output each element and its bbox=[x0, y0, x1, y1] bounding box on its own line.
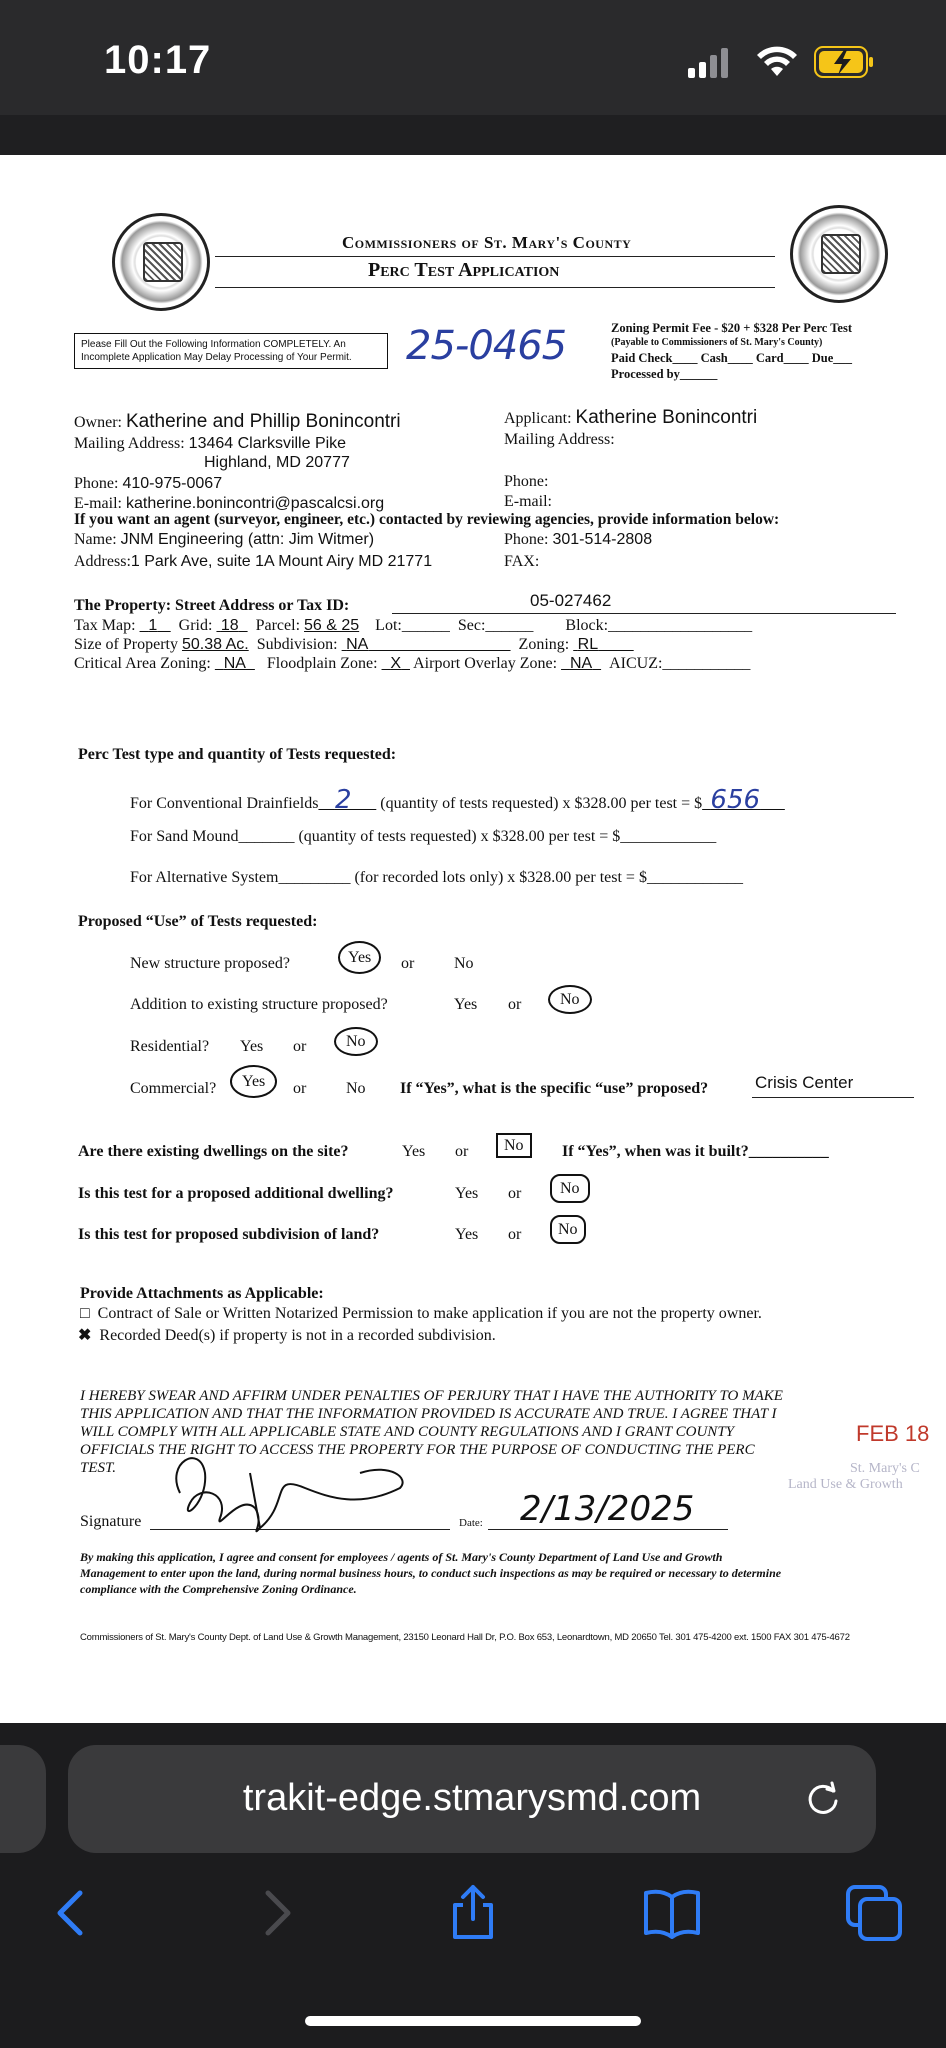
site-q2-no-circled: No bbox=[550, 1174, 590, 1203]
applicant-phone: Phone: bbox=[504, 473, 549, 490]
new-structure-yes-circled: Yes bbox=[338, 941, 381, 974]
home-indicator[interactable] bbox=[305, 2016, 641, 2026]
site-q2-yes: Yes bbox=[455, 1185, 479, 1202]
affirmation-line: I HEREBY SWEAR AND AFFIRM UNDER PENALTIES OF PERJURY THAT I HAVE THE AUTHORITY TO MAKE bbox=[80, 1388, 783, 1404]
agent-phone: Phone: 301-514-2808 bbox=[504, 531, 653, 548]
form-footer: Commissioners of St. Mary's County Dept. of Land Use & Growth Management, 23150 Leonard Hall Dr, P.O. Box 653, Leonardtown, MD 20650 Tel. 301 475-4200 ext. 1500 FAX 301 475-4672 bbox=[80, 1632, 850, 1643]
owner-phone: Phone: 410-975-0067 bbox=[74, 475, 223, 492]
property-row1: Tax Map: 1 Grid: 18 Parcel: 56 & 25 Lot:______ Sec:______ Block:__________________ bbox=[74, 617, 753, 634]
owner-value: Katherine and Phillip Bonincontri bbox=[125, 411, 401, 432]
owner-email: E-mail: katherine.bonincontri@pascalcsi.org bbox=[74, 495, 385, 512]
perc-conventional-total: 656 bbox=[710, 785, 761, 815]
fee-card: Card bbox=[755, 351, 784, 365]
use-commercial: Commercial? bbox=[130, 1080, 217, 1097]
commercial-use-answer: Crisis Center bbox=[755, 1073, 854, 1092]
wifi-icon bbox=[756, 44, 798, 78]
perc-conventional-qty: 2 bbox=[334, 785, 352, 815]
fee-cash: Cash bbox=[700, 351, 728, 365]
residential-no-circled: No bbox=[334, 1027, 378, 1056]
affirmation-line: OFFICIALS THE RIGHT TO ACCESS THE PROPERTY FOR THE PURPOSE OF CONDUCTING THE PERC bbox=[80, 1442, 755, 1458]
site-q3: Is this test for proposed subdivision of land? bbox=[78, 1226, 380, 1243]
owner-mailing-line2: Highland, MD 20777 bbox=[204, 454, 350, 471]
consent-line: Management to enter upon the land, during normal business hours, to conduct such inspections as may be required or necessary to determine bbox=[80, 1566, 782, 1580]
perc-conventional: For Conventional Drainfields 2 (quantity of tests requested) x $328.00 per test = $ 656 bbox=[130, 785, 761, 815]
received-stamp-line2: Land Use & Growth bbox=[788, 1477, 903, 1492]
or-text: or bbox=[508, 1226, 522, 1243]
or-text: or bbox=[401, 955, 415, 972]
received-stamp-date: FEB 18 bbox=[856, 1421, 930, 1446]
or-text: or bbox=[293, 1080, 307, 1097]
agent-name: Name: JNM Engineering (attn: Jim Witmer) bbox=[74, 531, 375, 548]
county-seal-right bbox=[790, 205, 888, 303]
received-stamp-line1: St. Mary's C bbox=[850, 1461, 920, 1476]
fee-line1: Zoning Permit Fee - $20 + $328 Per Perc Test bbox=[611, 321, 852, 335]
fee-due: Due bbox=[811, 351, 834, 365]
previous-tab-pill[interactable] bbox=[0, 1745, 46, 1853]
or-text: or bbox=[508, 1185, 522, 1202]
affirmation-line: WILL COMPLY WITH ALL APPLICABLE STATE AND COUNTY REGULATIONS AND I GRANT COUNTY bbox=[80, 1424, 735, 1440]
consent-block bbox=[80, 1549, 940, 1597]
fee-processed-by: Processed by______ bbox=[611, 367, 718, 381]
property-row2: Size of Property 50.38 Ac. Subdivision: NA Zoning: RL bbox=[74, 636, 599, 653]
affirmation-line: THIS APPLICATION AND THAT THE INFORMATION PROVIDED IS ACCURATE AND TRUE. I AGREE THAT I bbox=[80, 1406, 777, 1422]
use-heading: Proposed “Use” of Tests requested: bbox=[78, 913, 318, 930]
share-icon[interactable] bbox=[443, 1883, 503, 1943]
agent-address: Address:1 Park Ave, suite 1A Mount Airy MD 21771 bbox=[74, 553, 433, 570]
consent-line: compliance with the Comprehensive Zoning Ordinance. bbox=[80, 1582, 357, 1596]
site-q1-yes: Yes bbox=[402, 1143, 426, 1160]
or-text: or bbox=[508, 996, 522, 1013]
fee-line2: (Payable to Commissioners of St. Mary's County) bbox=[611, 337, 823, 348]
consent-line: By making this application, I agree and consent for employees / agents of St. Mary's County Department of Land Use and Growth bbox=[80, 1550, 723, 1564]
browser-top-band bbox=[0, 115, 946, 155]
perc-sand-mound: For Sand Mound_______ (quantity of tests requested) x $328.00 per test = $____________ bbox=[130, 828, 717, 845]
site-q1-no-circled: No bbox=[496, 1133, 532, 1158]
applicant-row: Applicant: Katherine Bonincontri bbox=[504, 407, 758, 428]
property-row3: Critical Area Zoning: NA Floodplain Zone: X Airport Overlay Zone: NA AICUZ:___________ bbox=[74, 655, 751, 672]
property-tax-id: 05-027462 bbox=[530, 591, 612, 610]
forward-icon[interactable] bbox=[246, 1883, 306, 1943]
perc-alternative: For Alternative System_________ (for recorded lots only) x $328.00 per test = $____________ bbox=[130, 869, 743, 886]
residential-yes: Yes bbox=[240, 1038, 264, 1055]
fee-paid-check: Paid Check bbox=[611, 351, 673, 365]
perc-heading: Perc Test type and quantity of Tests requested: bbox=[78, 746, 397, 763]
use-new-structure: New structure proposed? bbox=[130, 955, 290, 972]
site-q1-followup: If “Yes”, when was it built?__________ bbox=[562, 1143, 829, 1160]
use-addition: Addition to existing structure proposed? bbox=[130, 996, 388, 1013]
status-bar bbox=[0, 0, 946, 115]
commercial-no: No bbox=[346, 1080, 366, 1097]
url-text[interactable]: trakit-edge.stmarysmd.com bbox=[242, 1777, 702, 1819]
battery-charging-icon bbox=[814, 46, 874, 78]
attachment-deed: ✖ Recorded Deed(s) if property is not in a recorded subdivision. bbox=[78, 1327, 496, 1344]
signature-date: 2/13/2025 bbox=[520, 1489, 695, 1529]
applicant-email: E-mail: bbox=[504, 493, 552, 510]
checkbox-checked-icon: ✖ bbox=[78, 1327, 92, 1344]
agent-fax: FAX: bbox=[504, 553, 540, 570]
site-q3-no-circled: No bbox=[550, 1215, 586, 1244]
addition-no-circled: No bbox=[548, 985, 592, 1014]
permit-number: 25-0465 bbox=[406, 323, 567, 369]
signature-scribble bbox=[160, 1433, 420, 1543]
signature-label: Signature bbox=[80, 1513, 142, 1530]
bookmarks-icon[interactable] bbox=[642, 1883, 702, 1943]
county-seal-left bbox=[112, 213, 210, 311]
status-time: 10:17 bbox=[104, 38, 212, 82]
or-text: or bbox=[293, 1038, 307, 1055]
commercial-use-prompt: If “Yes”, what is the specific “use” proposed? bbox=[400, 1080, 709, 1097]
attachments-heading: Provide Attachments as Applicable: bbox=[80, 1285, 324, 1302]
fee-payment-row: Paid Check____ Cash____ Card____ Due___ bbox=[611, 351, 852, 365]
or-text: or bbox=[455, 1143, 469, 1160]
attachment-contract: □ Contract of Sale or Written Notarized Permission to make application if you are not the property owner. bbox=[80, 1305, 762, 1322]
new-structure-no: No bbox=[454, 955, 474, 972]
agent-prompt: If you want an agent (surveyor, engineer, etc.) contacted by reviewing agencies, provide information below: bbox=[74, 511, 780, 528]
tabs-icon[interactable] bbox=[844, 1883, 904, 1943]
cellular-signal-icon bbox=[688, 48, 732, 78]
site-q1: Are there existing dwellings on the site? bbox=[78, 1143, 349, 1160]
use-residential: Residential? bbox=[130, 1038, 210, 1055]
checkbox-empty-icon: □ bbox=[80, 1305, 90, 1322]
applicant-value: Katherine Bonincontri bbox=[575, 407, 758, 428]
notice-box: Please Fill Out the Following Information COMPLETELY. An Incomplete Application May Delay Processing of Your Permit. bbox=[74, 333, 388, 369]
affirmation-line: TEST. bbox=[80, 1460, 116, 1476]
property-street-label: The Property: Street Address or Tax ID: bbox=[74, 597, 350, 614]
owner-row: Owner: Katherine and Phillip Bonincontri bbox=[74, 411, 401, 432]
reload-icon[interactable] bbox=[803, 1779, 843, 1819]
commercial-yes-circled: Yes bbox=[230, 1065, 277, 1098]
agency-name: Commissioners of St. Mary's County bbox=[342, 233, 632, 252]
site-q3-yes: Yes bbox=[455, 1226, 479, 1243]
applicant-mailing: Mailing Address: bbox=[504, 431, 615, 448]
owner-mailing: Mailing Address: 13464 Clarksville Pike bbox=[74, 435, 347, 452]
site-q2: Is this test for a proposed additional dwelling? bbox=[78, 1185, 394, 1202]
addition-yes: Yes bbox=[454, 996, 478, 1013]
back-icon[interactable] bbox=[42, 1883, 102, 1943]
address-bar[interactable] bbox=[68, 1745, 876, 1853]
document-page[interactable] bbox=[0, 155, 946, 1723]
date-label: Date: bbox=[459, 1517, 483, 1529]
form-title: Perc Test Application bbox=[368, 259, 560, 281]
